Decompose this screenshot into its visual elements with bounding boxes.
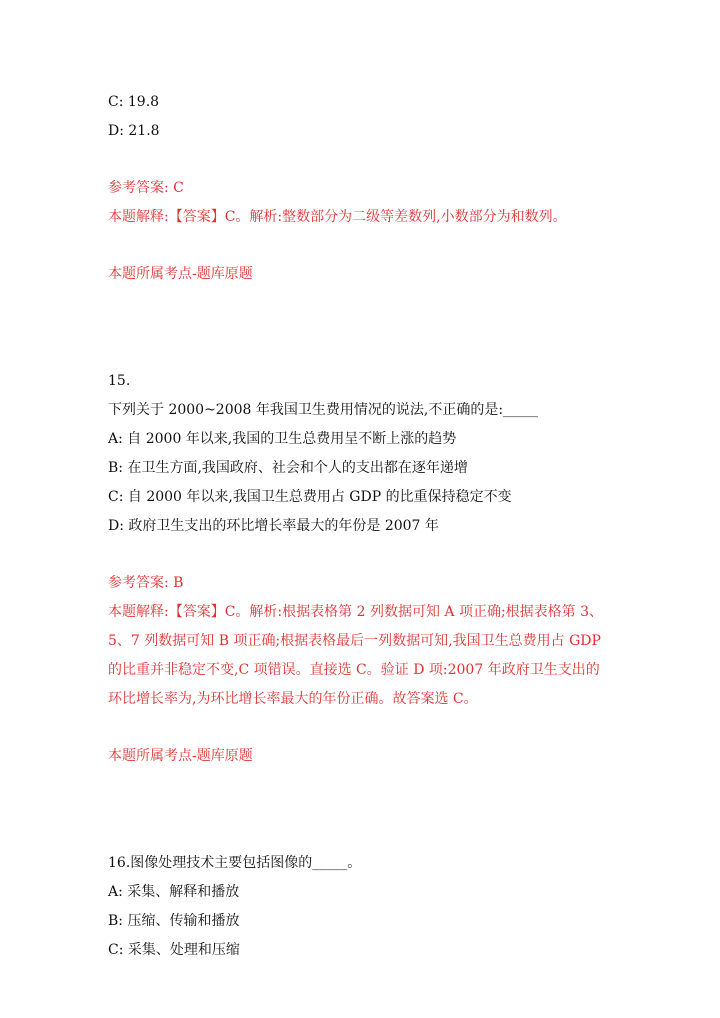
q15-option-b: B: 在卫生方面,我国政府、社会和个人的支出都在逐年递增	[108, 460, 468, 476]
q15-option-c: C: 自 2000 年以来,我国卫生总费用占 GDP 的比重保持稳定不变	[108, 489, 512, 505]
q15-option-a: A: 自 2000 年以来,我国的卫生总费用呈不断上涨的趋势	[108, 431, 457, 447]
q15-source: 本题所属考点-题库原题	[108, 748, 253, 764]
q14-source: 本题所属考点-题库原题	[108, 266, 253, 282]
q15-number: 15.	[108, 373, 131, 389]
q16-option-b: B: 压缩、传输和播放	[108, 913, 240, 929]
q15-answer: 参考答案: B	[108, 575, 184, 591]
q16-question: 16.图像处理技术主要包括图像的_____。	[108, 855, 362, 871]
q15-question: 下列关于 2000~2008 年我国卫生费用情况的说法,不正确的是:_____	[108, 402, 539, 418]
q14-option-c: C: 19.8	[108, 94, 160, 110]
q14-explanation: 本题解释:【答案】C。解析:整数部分为二级等差数列,小数部分为和数列。	[108, 209, 567, 225]
q14-answer: 参考答案: C	[108, 180, 184, 196]
q16-option-a: A: 采集、解释和播放	[108, 884, 240, 900]
document-page	[108, 88, 608, 965]
q16-option-c: C: 采集、处理和压缩	[108, 942, 240, 958]
q15-option-d: D: 政府卫生支出的环比增长率最大的年份是 2007 年	[108, 518, 439, 534]
q15-explanation: 本题解释:【答案】C。解析:根据表格第 2 列数据可知 A 项正确;根据表格第 3、5、7 列数据可知 B 项正确;根据表格最后一列数据可知,我国卫生总费用占 GDP 的比重并非稳定不变,C 项错误。直接选 C。验证 D 项:2007 年政府卫生支出的环比增长率为,为环比增长率最大的年份正确。故答案选 C。	[108, 604, 604, 707]
q14-option-d: D: 21.8	[108, 123, 160, 139]
